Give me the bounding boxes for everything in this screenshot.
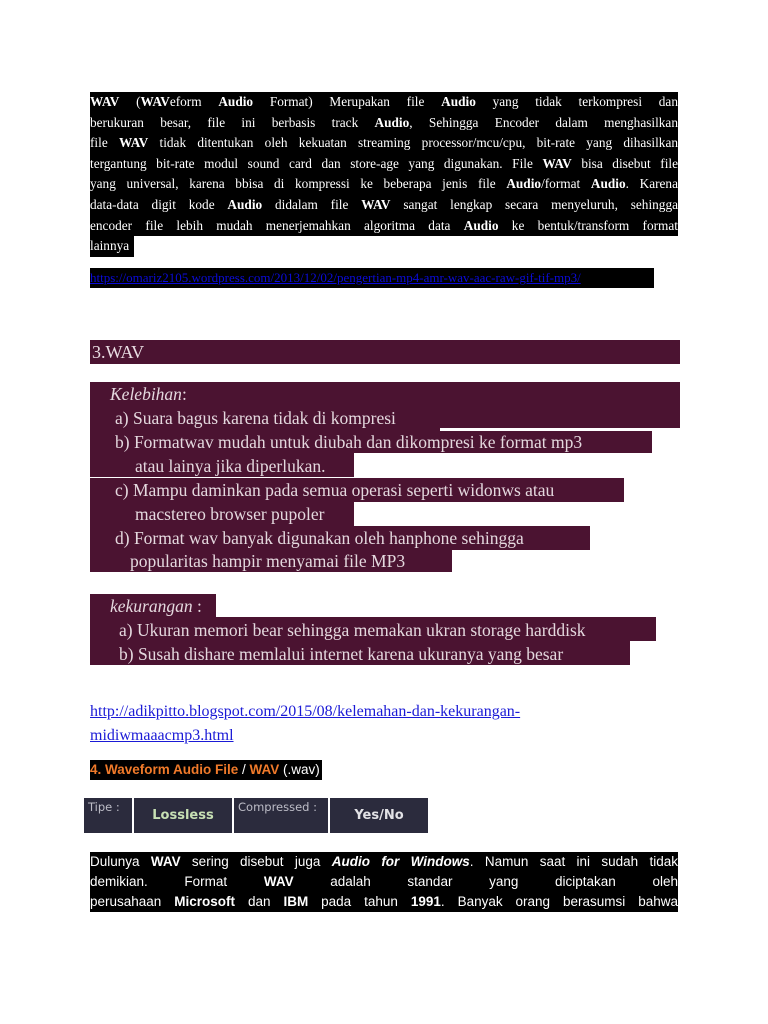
tipe-value-cell: Lossless (134, 798, 232, 833)
kelebihan-item-c: c) Mampu daminkan pada semua operasi seperti widonws atau (115, 480, 555, 500)
para3-line-3: perusahaan Microsoft dan IBM pada tahun 1991. Banyak orang berasumsi bahwa (90, 892, 678, 912)
kelebihan-item-d: d) Format wav banyak digunakan oleh hanphone sehingga (115, 528, 524, 548)
source-link-1[interactable]: https://omariz2105.wordpress.com/2013/12/02/pengertian-mp4-amr-wav-aac-raw-gif-tif-mp3/ (90, 268, 654, 288)
kelebihan-item-b-cont: atau lainya jika diperlukan. (135, 456, 326, 476)
kelebihan-label: Kelebihan: (110, 384, 187, 404)
para1-line-8: lainnya (90, 236, 134, 257)
para1-line-6: data-data digit kode Audio didalam file WAV sangat lengkap secara menyeluruh, sehingga (90, 195, 678, 216)
para3-line-2: demikian. Format WAV adalah standar yang diciptakan oleh (90, 872, 678, 892)
wav-history-paragraph (90, 852, 678, 912)
tipe-label-cell: Tipe : (84, 798, 132, 833)
kelebihan-item-a: a) Suara bagus karena tidak di kompresi (115, 408, 396, 428)
section-3-heading: 3.WAV (90, 340, 680, 364)
source-link-2-line-1[interactable]: http://adikpitto.blogspot.com/2015/08/kelemahan-dan-kekurangan- (90, 703, 521, 720)
wav-description-paragraph (90, 92, 678, 257)
para1-line-4: tergantung bit-rate modul sound card dan store-age yang digunakan. File WAV bisa disebut file (90, 154, 678, 175)
para1-line-1: WAV (WAVeform Audio Format) Merupakan file Audio yang tidak terkompresi dan (90, 92, 678, 113)
compressed-value-cell: Yes/No (330, 798, 428, 833)
para3-line-1: Dulunya WAV sering disebut juga Audio for Windows. Namun saat ini sudah tidak (90, 852, 678, 872)
para1-line-2: berukuran besar, file ini berbasis track Audio, Sehingga Encoder dalam menghasilkan (90, 113, 678, 134)
para1-line-7: encoder file lebih mudah menerjemahkan algoritma data Audio ke bentuk/transform format (90, 216, 678, 237)
para1-line-3: file WAV tidak ditentukan oleh kekuatan streaming processor/mcu/cpu, bit-rate yang dihasilkan (90, 133, 678, 154)
kekurangan-label: kekurangan : (110, 596, 202, 616)
compressed-label-cell: Compressed : (234, 798, 328, 833)
kelebihan-item-b: b) Formatwav mudah untuk diubah dan dikompresi ke format mp3 (115, 432, 583, 452)
source-link-2-line-2[interactable]: midiwmaaacmp3.html (90, 727, 234, 744)
section-4-heading: 4. Waveform Audio File / WAV (.wav) (90, 760, 322, 780)
kekurangan-item-a: a) Ukuran memori bear sehingga memakan ukran storage harddisk (119, 620, 586, 640)
kekurangan-item-b: b) Susah dishare memlalui internet karena ukuranya yang besar (119, 644, 564, 664)
para1-line-5: yang universal, karena bbisa di kompressi ke beberapa jenis file Audio/format Audio. Karena (90, 174, 678, 195)
kelebihan-item-c-cont: macstereo browser pupoler (135, 504, 325, 524)
kelebihan-item-d-cont: popularitas hampir menyamai file MP3 (130, 551, 406, 571)
